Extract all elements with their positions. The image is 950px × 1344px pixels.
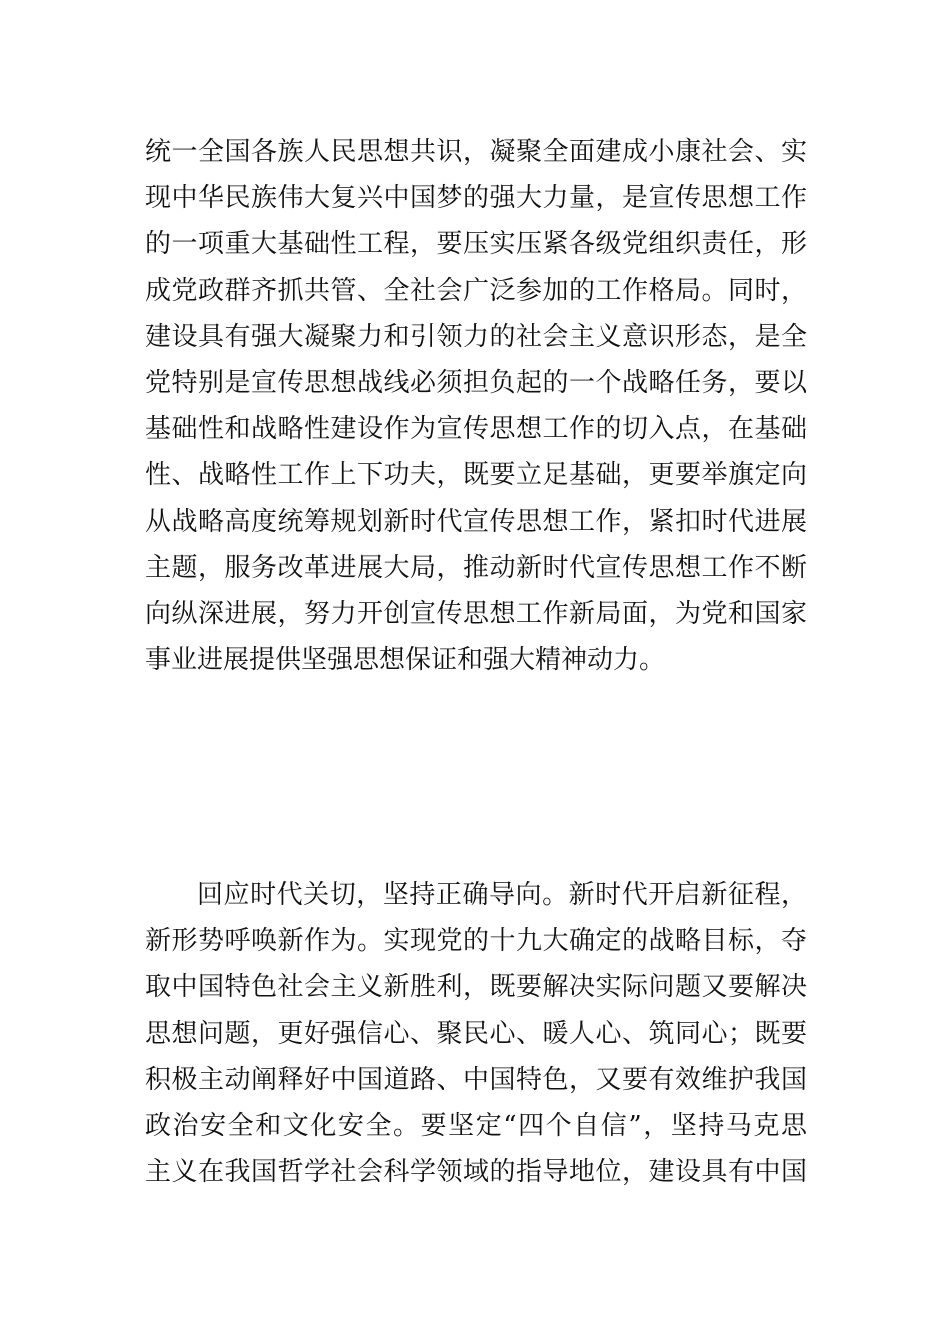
paragraph-line: 主题，服务改革进展大局，推动新时代宣传思想工作不断 xyxy=(145,552,807,583)
paragraph-line: 从战略高度统筹规划新时代宣传思想工作，紧扣时代进展 xyxy=(145,506,807,537)
paragraph-line: 现中华民族伟大复兴中国梦的强大力量，是宣传思想工作 xyxy=(145,183,807,214)
paragraph-line: 统一全国各族人民思想共识，凝聚全面建成小康社会、实 xyxy=(145,137,807,167)
paragraph-line: 性、战略性工作上下功夫，既要立足基础，更要举旗定向 xyxy=(145,460,807,491)
paragraph-line: 回应时代关切，坚持正确导向。新时代开启新征程， xyxy=(197,880,807,910)
paragraph-line: 建设具有强大凝聚力和引领力的社会主义意识形态，是全 xyxy=(145,321,807,352)
paragraph-line: 事业进展提供坚强思想保证和强大精神动力。 xyxy=(145,645,666,676)
paragraph-2 xyxy=(145,872,807,1195)
paragraph-line: 积极主动阐释好中国道路、中国特色，又要有效维护我国 xyxy=(145,1064,807,1095)
paragraph-line: 政治安全和文化安全。要坚定“四个自信”，坚持马克思 xyxy=(145,1110,807,1141)
paragraph-line: 成党政群齐抓共管、全社会广泛参加的工作格局。同时， xyxy=(145,275,807,306)
paragraph-line: 向纵深进展，努力开创宣传思想工作新局面，为党和国家 xyxy=(145,598,807,629)
paragraph-line: 取中国特色社会主义新胜利，既要解决实际问题又要解决 xyxy=(145,972,807,1003)
paragraph-line: 主义在我国哲学社会科学领域的指导地位，建设具有中国 xyxy=(145,1157,807,1188)
paragraph-line: 的一项重大基础性工程，要压实压紧各级党组织责任，形 xyxy=(145,229,807,260)
paragraph-line: 思想问题，更好强信心、聚民心、暖人心、筑同心；既要 xyxy=(145,1018,807,1049)
paragraph-line: 党特别是宣传思想战线必须担负起的一个战略任务，要以 xyxy=(145,367,807,398)
paragraph-line: 基础性和战略性建设作为宣传思想工作的切入点，在基础 xyxy=(145,414,807,445)
paragraph-line: 新形势呼唤新作为。实现党的十九大确定的战略目标，夺 xyxy=(145,926,807,957)
paragraph-1 xyxy=(145,129,807,683)
